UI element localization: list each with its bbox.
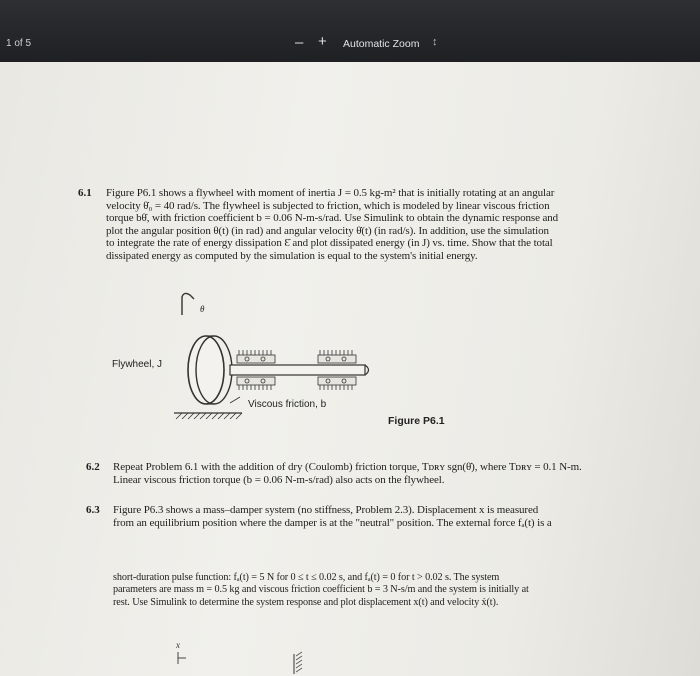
theta-label: θ <box>200 304 205 314</box>
bearing-bottom-left <box>237 377 275 390</box>
problem-number: 6.2 <box>86 461 100 473</box>
bearing-bottom-right <box>318 377 356 390</box>
text-line: to integrate the rate of energy dissipation Ɛ̇ and plot dissipated energy (in J) vs. time. Show that the total <box>106 237 553 250</box>
zoom-out-button[interactable]: – <box>295 34 304 51</box>
mass-damper-figure-fragment <box>170 650 330 676</box>
figure-caption: Figure P6.1 <box>388 415 445 427</box>
problem-text <box>113 461 582 486</box>
text-line: rest. Use Simulink to determine the system response and plot displacement x(t) and velocity ẋ(t). <box>113 596 499 608</box>
page-indicator[interactable]: 1 of 5 <box>6 38 32 49</box>
text-line: short-duration pulse function: fₐ(t) = 5 N for 0 ≤ t ≤ 0.02 s, and fₐ(t) = 0 for t > 0.02 s. The system <box>113 572 500 583</box>
problem-number: 6.3 <box>86 504 100 516</box>
problem-number: 6.1 <box>78 187 92 199</box>
text-line: dissipated energy as computed by the simulation is equal to the system's initial energy. <box>106 249 478 262</box>
shaft <box>230 365 365 375</box>
pdf-toolbar <box>0 0 700 62</box>
text-line: Repeat Problem 6.1 with the addition of dry (Coulomb) friction torque, Tᴅʀʏ sgn(θ̇), where Tᴅʀʏ = 0.1 N-m. <box>113 461 582 473</box>
rotation-arrow-icon <box>182 293 194 315</box>
ground-hatch <box>174 413 242 419</box>
text-line: from an equilibrium position where the damper is at the "neutral" position. The external force fₐ(t) is a <box>113 516 552 529</box>
bearing-top-right <box>318 350 356 363</box>
text-line: torque bθ̇, with friction coefficient b = 0.06 N-m-s/rad. Use Simulink to obtain the dynamic response and <box>106 212 559 225</box>
problem-text <box>113 504 552 529</box>
text-line: Figure P6.1 shows a flywheel with moment of inertia J = 0.5 kg-m² that is initially rotating at an angular <box>106 187 555 199</box>
zoom-select[interactable]: Automatic Zoom <box>343 38 420 50</box>
problem-text <box>106 187 558 263</box>
flywheel-label: Flywheel, J <box>112 359 163 370</box>
viscous-friction-label: Viscous friction, b <box>248 399 327 410</box>
bearing-top-left <box>237 350 275 363</box>
text-line: plot the angular position θ(t) (in rad) and angular velocity θ̇(t) (in rad/s). In addition, use the simulation <box>106 224 549 237</box>
flywheel-disk <box>188 336 224 404</box>
displacement-label: x <box>176 640 180 650</box>
text-line: Linear viscous friction torque (b = 0.06 N-m-s/rad) also acts on the flywheel. <box>113 473 445 486</box>
problem-continuation <box>113 572 529 609</box>
text-line: Figure P6.3 shows a mass–damper system (no stiffness, Problem 2.3). Displacement x is measured <box>113 504 539 516</box>
text-line: parameters are mass m = 0.5 kg and viscous friction coefficient b = 3 N-s/m and the system is initially at <box>113 584 529 596</box>
chevron-down-icon[interactable]: ↕ <box>432 36 438 48</box>
zoom-in-button[interactable]: + <box>318 33 327 50</box>
wall-hatch <box>294 652 302 674</box>
text-line: velocity θ̇₀ = 40 rad/s. The flywheel is subjected to friction, which is modeled by linear viscous friction <box>106 199 550 212</box>
